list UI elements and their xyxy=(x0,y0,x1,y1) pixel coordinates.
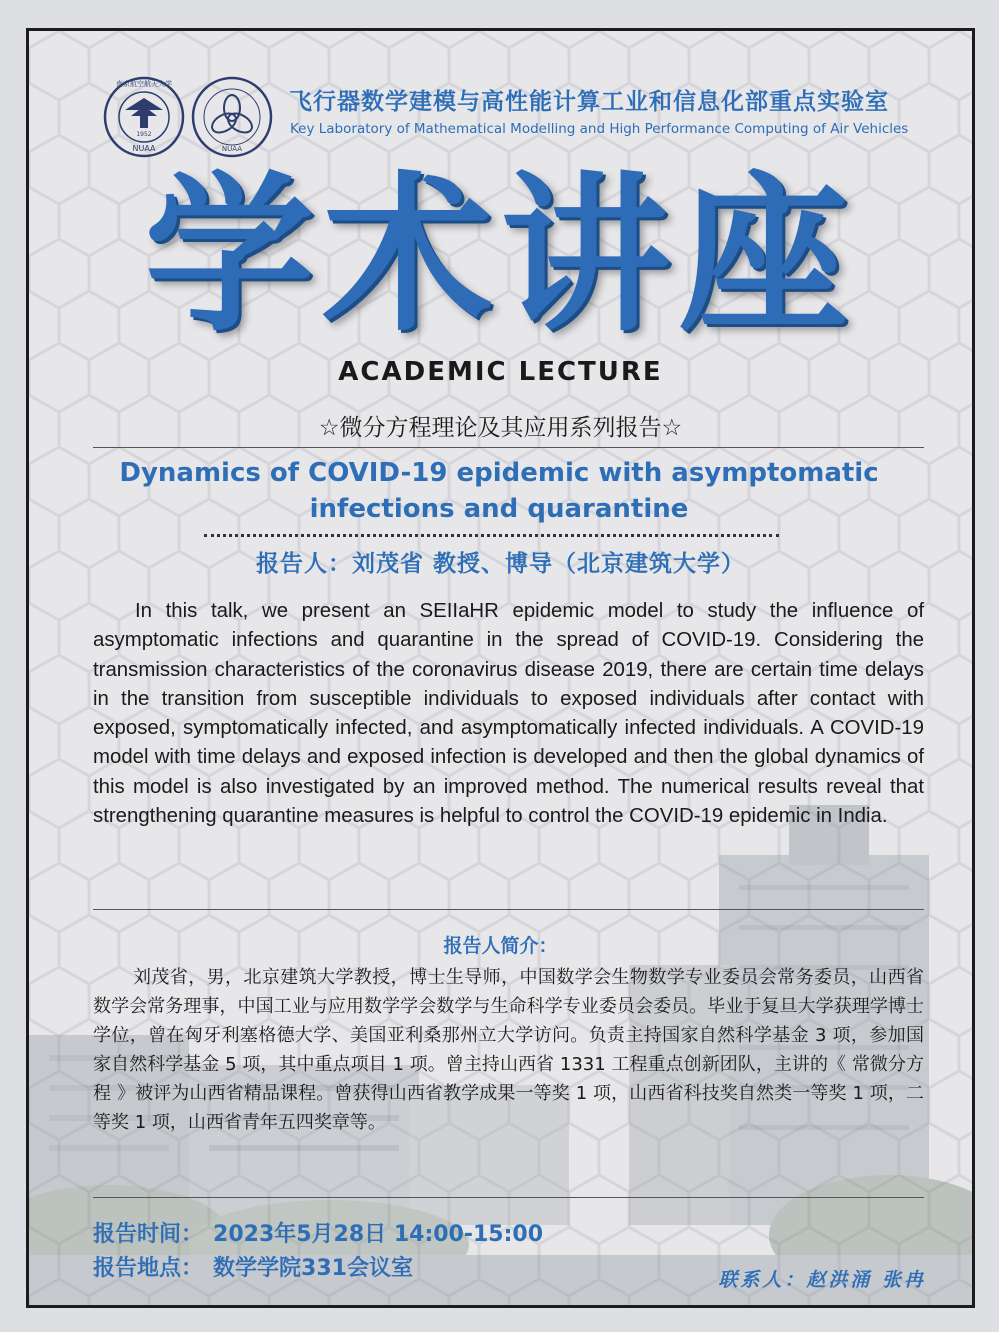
speaker-line: 报告人：刘茂省 教授、博导（北京建筑大学） xyxy=(255,551,745,577)
bio-text: 刘茂省，男，北京建筑大学教授，博士生导师，中国数学会生物数学专业委员会常务委员，山西省数学会常务理事，中国工业与应用数学学会数学与生命科学专业委员会委员。毕业于复旦大学获理学博士学位，曾在匈牙利塞格德大学、美国亚利桑那州立大学访问。负责主持国家自然科学基金 3 项，参加国家自然科学基金 5 项，其中重点项目 1 项。曾主持山西省 1331 工程重点创新团队，主讲的《 常微分方程 》被评为山西省精品课程。曾获得山西省教学成果一等奖 1 项，山西省科技奖自然类一等奖 1 项，二等奖 1 项，山西省青年五四奖章等。 xyxy=(93,967,924,1133)
place-label: 报告地点： xyxy=(93,1256,204,1281)
poster-title-cn: 学术讲座 xyxy=(144,157,857,355)
logo-abbr: NUAA xyxy=(132,144,156,153)
event-time xyxy=(93,1217,543,1248)
divider xyxy=(93,909,924,910)
lecture-series: ☆微分方程理论及其应用系列报告☆ xyxy=(318,415,683,441)
lab-name-cn: 飞行器数学建模与高性能计算工业和信息化部重点实验室 xyxy=(289,89,889,115)
poster-title-en: ACADEMIC LECTURE xyxy=(338,357,663,387)
poster-frame xyxy=(26,28,975,1308)
logo2-abbr: NUAA xyxy=(221,145,243,153)
dotted-divider xyxy=(204,534,779,537)
nuaa-logo xyxy=(103,76,185,158)
bio-heading: 报告人简介： xyxy=(443,935,558,957)
talk-title: Dynamics of COVID-19 epidemic with asymptomatic infections and quarantine xyxy=(119,458,879,524)
divider xyxy=(93,1197,924,1198)
lab-logo xyxy=(191,76,273,158)
event-place xyxy=(93,1251,413,1282)
logo-university-name: 南京航空航天大学 xyxy=(116,80,172,88)
contact-persons: 联系人：赵洪涌 张冉 xyxy=(718,1269,926,1291)
place-value: 数学学院331会议室 xyxy=(213,1256,413,1281)
lab-name-en: Key Laboratory of Mathematical Modelling and High Performance Computing of Air Vehicles xyxy=(290,121,909,137)
logo-year: 1952 xyxy=(136,131,152,138)
time-value: 2023年5月28日 14:00-15:00 xyxy=(213,1222,544,1247)
abstract-text: In this talk, we present an SEIIaHR epidemic model to study the influence of asymptomatic infections and quarantine in the spread of COVID-19. Considering the transmission characteristics of the coronavirus disease 2019, there are certain time delays in the transition from susceptible individuals to exposed individuals after contact with exposed, symptomatically infected, and asymptomatically infected individuals. A COVID-19 model with time delays and exposed infection is developed and then the global dynamics of this model is also investigated by an improved method. The numerical results reveal that strengthening quarantine measures is helpful to control the COVID-19 epidemic in India. xyxy=(93,600,924,828)
divider xyxy=(93,447,924,448)
time-label: 报告时间： xyxy=(93,1222,204,1247)
